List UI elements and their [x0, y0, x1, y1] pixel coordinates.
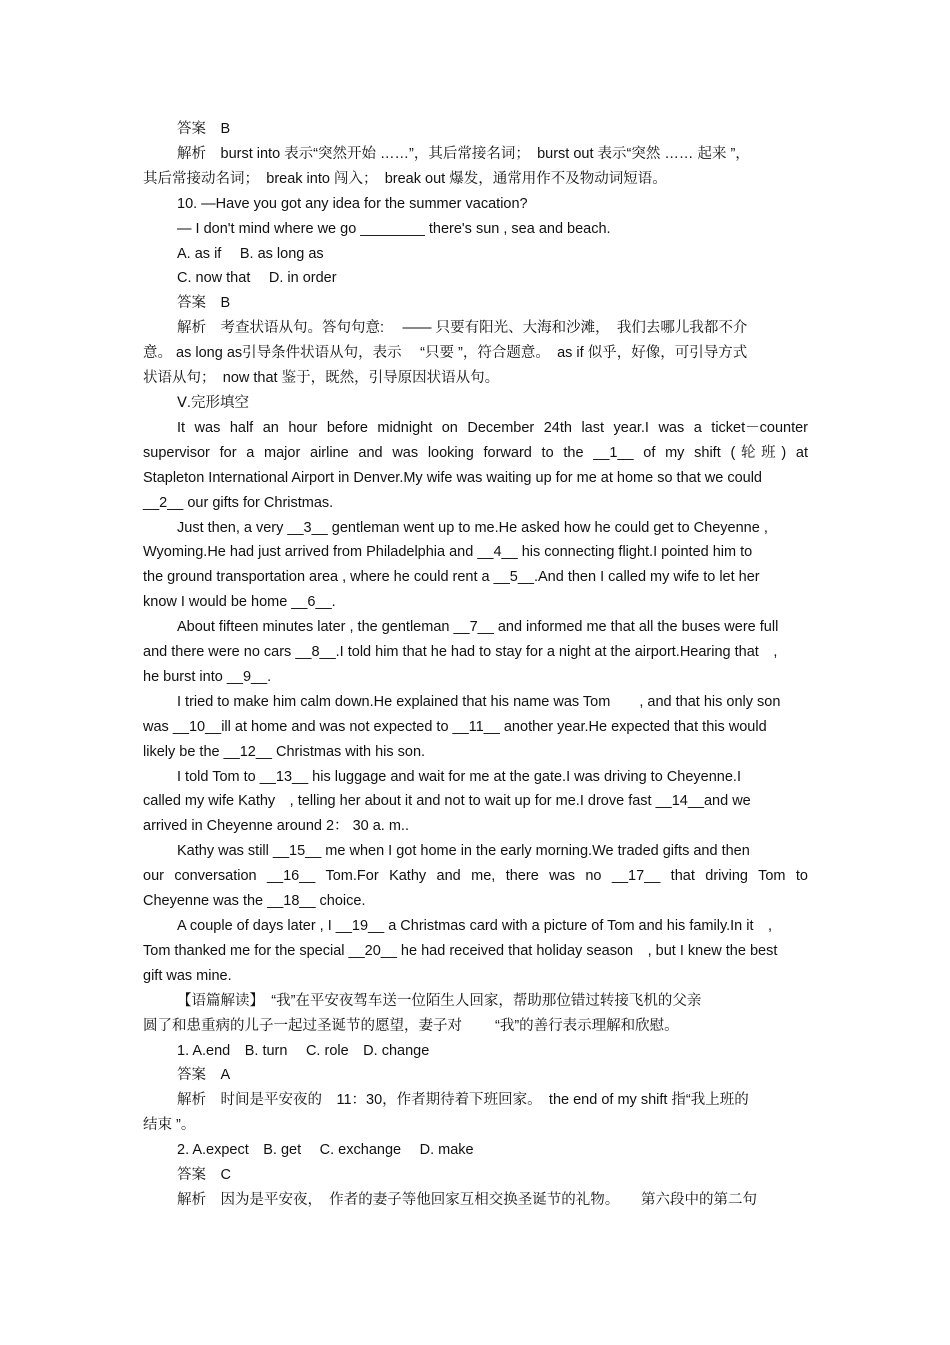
text-line: C. now that D. in order [177, 270, 337, 287]
text-line: supervisor for a major airline and was looking forward to the __1__ of my shift (轮班) at [143, 444, 808, 461]
text-line: — I don't mind where we go ________ there's sun , sea and beach. [177, 220, 611, 237]
text-line: 状语从句； now that 鉴于，既然，引导原因状语从句。 [143, 370, 500, 387]
text-line: 解析 时间是平安夜的 11：30，作者期待着下班回家。 the end of my shift 指“我上班的 [177, 1092, 749, 1109]
text-line: It was half an hour before midnight on December 24th last year.I was a ticket－counter [177, 419, 808, 436]
text-line: know I would be home __6__. [143, 594, 336, 611]
text-line: __2__ our gifts for Christmas. [143, 494, 334, 511]
text-line: called my wife Kathy , telling her about it and not to wait up for me.I drove fast __14__and we [143, 793, 751, 810]
text-line: Cheyenne was the __18__ choice. [143, 893, 366, 910]
text-line: A couple of days later , I __19__ a Christmas card with a picture of Tom and his family.In it , [177, 918, 773, 934]
text-line: was __10__ill at home and was not expected to __11__ another year.He expected that this would [143, 718, 767, 735]
text-line: he burst into __9__. [143, 668, 272, 685]
text-line: 结束 ”。 [143, 1117, 196, 1134]
text-line: I told Tom to __13__ his luggage and wait for me at the gate.I was driving to Cheyenne.I [177, 768, 741, 785]
text-line: our conversation __16__ Tom.For Kathy and me, there was no __17__ that driving Tom to [143, 868, 808, 885]
text-line: Wyoming.He had just arrived from Philadelphia and __4__ his connecting flight.I pointed him to [143, 544, 753, 561]
text-line: 答案 B [177, 295, 231, 312]
text-line: 2. A.expect B. get C. exchange D. make [177, 1142, 474, 1159]
text-line: likely be the __12__ Christmas with his son. [143, 743, 426, 760]
text-line: Just then, a very __3__ gentleman went up to me.He asked how he could get to Cheyenne , [177, 519, 768, 536]
text-line: Stapleton International Airport in Denver.My wife was waiting up for me at home so that we could [143, 469, 762, 486]
text-line: 答案 C [177, 1167, 231, 1184]
text-line: Ⅴ.完形填空 [177, 394, 249, 411]
text-line: 解析 burst into 表示“突然开始 ……”，其后常接名词； burst out 表示“突然 …… 起来 ”， [177, 145, 750, 162]
text-line: A. as if B. as long as [177, 245, 324, 262]
text-line: Tom thanked me for the special __20__ he had received that holiday season , but I knew the best [143, 942, 778, 959]
text-line: I tried to make him calm down.He explained that his name was Tom , and that his only son [177, 693, 781, 710]
text-line: 意。 as long as引导条件状语从句，表示 “只要 ”，符合题意。 as if 似乎，好像，可引导方式 [143, 345, 748, 362]
text-line: About fifteen minutes later , the gentleman __7__ and informed me that all the buses were full [177, 619, 779, 636]
text-line: 1. A.end B. turn C. role D. change [177, 1042, 430, 1059]
document-body [143, 117, 808, 1213]
text-line: gift was mine. [143, 967, 232, 984]
text-line: 其后常接动名词； break into 闯入； break out 爆发，通常用作不及物动词短语。 [143, 170, 667, 187]
text-line: arrived in Cheyenne around 2： 30 a. m.. [143, 818, 409, 835]
text-line: 【语篇解读】 “我”在平安夜驾车送一位陌生人回家，帮助那位错过转接飞机的父亲 [177, 992, 702, 1009]
text-line: 答案 A [177, 1067, 231, 1084]
text-line: the ground transportation area , where he could rent a __5__.And then I called my wife to let her [143, 569, 760, 586]
text-line: Kathy was still __15__ me when I got home in the early morning.We traded gifts and then [177, 843, 750, 860]
text-line: 10. —Have you got any idea for the summer vacation? [177, 195, 528, 212]
text-line: 解析 考查状语从句。答句句意: —— 只要有阳光、大海和沙滩， 我们去哪儿我都不介 [177, 320, 748, 337]
text-line: and there were no cars __8__.I told him that he had to stay for a night at the airport.Hearing that , [143, 644, 778, 661]
text-line: 解析 因为是平安夜， 作者的妻子等他回家互相交换圣诞节的礼物。 第六段中的第二句 [177, 1191, 757, 1208]
text-line: 答案 B [177, 121, 231, 137]
text-line: 圆了和患重病的儿子一起过圣诞节的愿望，妻子对 “我”的善行表示理解和欣慰。 [143, 1017, 679, 1034]
